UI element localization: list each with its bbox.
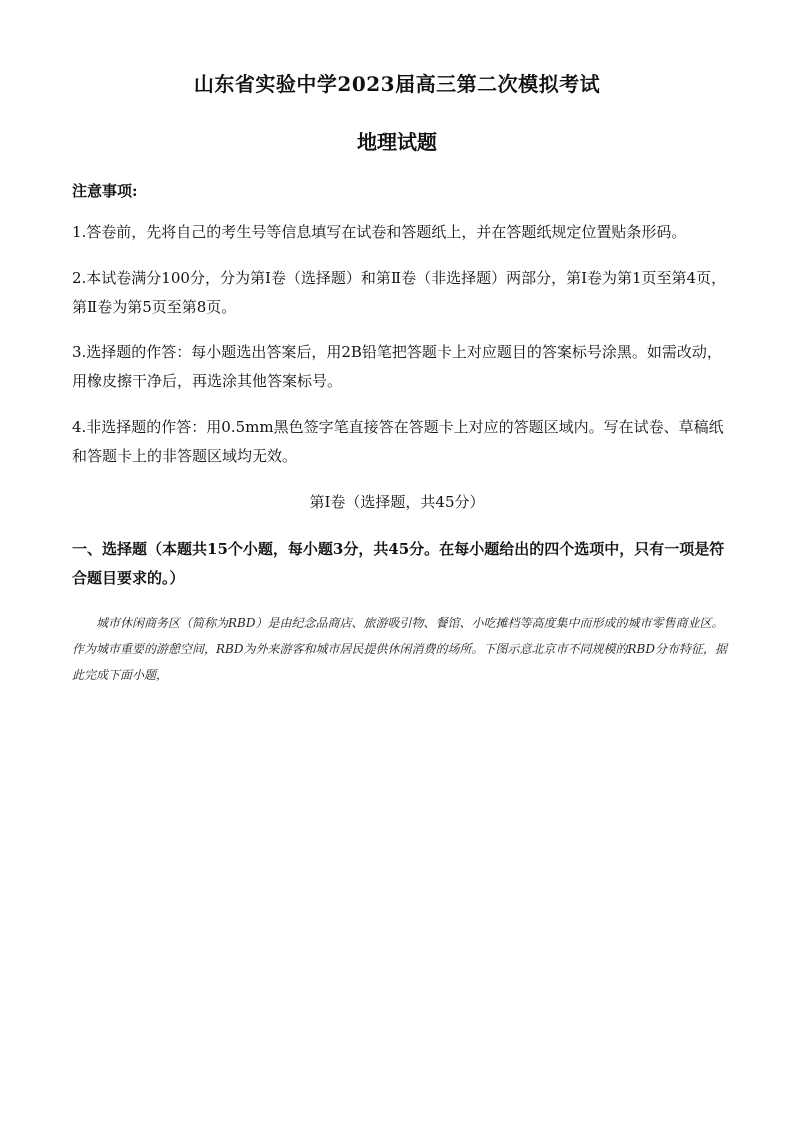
section-title: 第Ⅰ卷（选择题，共45分）	[309, 493, 485, 511]
notice-item-4: 4.非选择题的作答：用0.5mm黑色签字笔直接答在答题卡上对应的答题区域内。写在试卷、草稿纸和答题卡上的非答题区域均无效。	[72, 418, 724, 465]
notice-item-1: 1.答卷前，先将自己的考生号等信息填写在试卷和答题纸上，并在答题纸规定位置贴条形码。	[72, 223, 687, 241]
exam-subject: 地理试题	[357, 130, 437, 154]
reading-passage: 城市休闲商务区（简称为RBD）是由纪念品商店、旅游吸引物、餐馆、小吃摊档等高度集中而形成的城市零售商业区。作为城市重要的游憩空间，RBD为外来游客和城市居民提供休闲消费的场所。下图示意北京市不同规模的RBD分布特征，据此完成下面小题，	[72, 616, 727, 682]
notice-item-2: 2.本试卷满分100分，分为第Ⅰ卷（选择题）和第Ⅱ卷（非选择题）两部分，第Ⅰ卷为第1页至第4页，第Ⅱ卷为第5页至第8页。	[72, 269, 727, 316]
exam-title: 山东省实验中学2023届高三第二次模拟考试	[193, 72, 601, 96]
notice-item-3: 3.选择题的作答：每小题选出答案后，用2B铅笔把答题卡上对应题目的答案标号涂黑。如需改动，用橡皮擦干净后，再选涂其他答案标号。	[72, 343, 722, 390]
part-heading: 一、选择题（本题共15个小题，每小题3分，共45分。在每小题给出的四个选项中，只有一项是符合题目要求的。）	[72, 540, 725, 587]
notice-heading: 注意事项:	[72, 182, 138, 200]
